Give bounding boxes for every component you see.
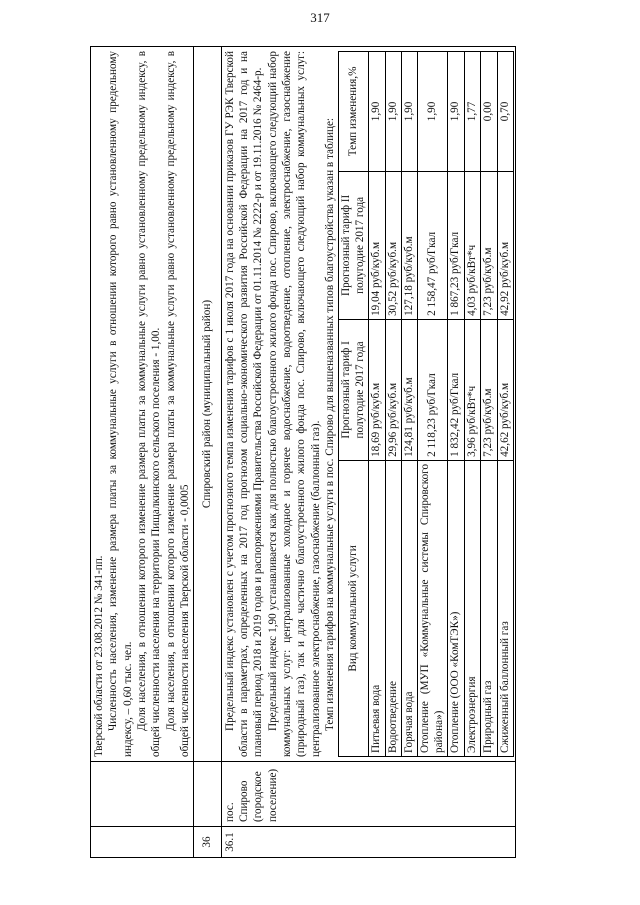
table-row (369, 52, 385, 757)
tariff-h1: 2 118,23 руб/Гкал (418, 319, 448, 460)
place-cell (194, 762, 221, 827)
tariff-h1: 3,96 руб/кВт*ч (464, 319, 480, 460)
table-row-36-1 (221, 47, 515, 858)
service-name: Горячая вода (402, 460, 418, 756)
tariff-change-table (338, 51, 514, 757)
table-row (481, 52, 497, 757)
change-rate: 1,90 (402, 52, 418, 172)
row-number-cell (91, 827, 194, 858)
tariff-h1: 7,23 руб/куб.м (481, 319, 497, 460)
text-paragraph: Численность населения, изменение размера платы за коммунальные услуги в отношении которого равно установленному предельному индексу, – 0,60 тыс. чел. (107, 51, 134, 757)
page-number: 317 (310, 10, 330, 25)
text-paragraph: Доля населения, в отношении которого изменение размера платы за коммунальные услуги равно установленному предельному индексу, в общей численности населения Тверской области - 0,0005 (164, 51, 191, 757)
service-name: Электроэнергия (464, 460, 480, 756)
table-row (402, 52, 418, 757)
tariff-h2: 127,18 руб/куб.м (402, 171, 418, 319)
row-number: 36 (194, 827, 221, 858)
tariff-h1: 29,96 руб/куб.м (385, 319, 401, 460)
tariff-h2: 2 158,47 руб/Гкал (418, 171, 448, 319)
tariff-h1: 42,62 руб/куб.м (497, 319, 513, 460)
change-rate: 0,70 (497, 52, 513, 172)
text-line: Тверской области от 23.08.2012 № 341-пп. (93, 555, 105, 757)
service-name: Отопление (ООО «КомТЭК») (448, 460, 464, 756)
change-rate: 1,90 (418, 52, 448, 172)
table-row (464, 52, 480, 757)
tariff-h1: 124,81 руб/куб.м (402, 319, 418, 460)
table-row (497, 52, 513, 757)
change-rate: 0,00 (481, 52, 497, 172)
column-header: Прогнозный тариф II полугодие 2017 года (339, 171, 369, 319)
table-row-top (91, 47, 194, 858)
column-header: Прогнозный тариф I полугодие 2017 года (339, 319, 369, 460)
table-row (448, 52, 464, 757)
change-rate: 1,90 (448, 52, 464, 172)
tariff-index-table (90, 46, 516, 858)
row-number: 36.1 (221, 827, 515, 858)
change-rate: 1,77 (464, 52, 480, 172)
change-rate: 1,90 (369, 52, 385, 172)
tariff-h2: 30,52 руб/куб.м (385, 171, 401, 319)
district-title: Спировский район (муниципальный район) (194, 47, 221, 762)
tariff-h1: 1 832,42 руб/Гкал (448, 319, 464, 460)
rotated-page-content (90, 46, 602, 858)
text-paragraph: Предельный индекс 1,90 устанавливается как для полностью благоустроенного жилого фонда пос. Спирово, включающего следующий набор коммунальных услуг: централизованные холодное и горячее водоснабжение, водоотведение, отопление, электроснабжение, газоснабжение (природный газ), так и для частично благоустроенного жилого фонда пос. Спирово, включающего следующий набор коммунальных услуг: централизованное электроснабжение, газоснабжение (баллонный газ). (266, 51, 322, 757)
column-header: Темп изменения,% (339, 52, 369, 172)
text-paragraph: Темп изменения тарифов на коммунальные услуги в пос. Спирово для вышеназванных типов благоустройства указан в таблице: (323, 117, 336, 731)
description-cell (91, 47, 194, 762)
tariff-h2: 7,23 руб/куб.м (481, 171, 497, 319)
text-paragraph: Доля населения, в отношении которого изменение размера платы за коммунальные услуги равно установленному предельному индексу, в общей численности населения на территории Пищалкинского сельского поселения - 1,00. (135, 51, 163, 757)
tariff-h2: 4,03 руб/кВт*ч (464, 171, 480, 319)
service-name: Природный газ (481, 460, 497, 756)
tariff-h2: 1 867,23 руб/Гкал (448, 171, 464, 319)
service-name: Питьевая вода (369, 460, 385, 756)
place-name: пос. Спирово (городское поселение) (221, 762, 515, 827)
table-row (385, 52, 401, 757)
column-header: Вид коммунальной услуги (339, 460, 369, 756)
change-rate: 1,90 (385, 52, 401, 172)
place-cell (91, 762, 194, 827)
table-row-36 (194, 47, 221, 858)
tariff-h2: 42,92 руб/куб.м (497, 171, 513, 319)
table-header-row (339, 52, 369, 757)
description-cell (221, 47, 515, 762)
service-name: Отопление (МУП «Коммунальные системы Спировского района») (418, 460, 448, 756)
service-name: Сжиженный баллонный газ (497, 460, 513, 756)
table-row (418, 52, 448, 757)
text-paragraph: Предельный индекс установлен с учетом прогнозного темпа изменения тарифов с 1 июля 2017 года на основании приказов ГУ РЭК Тверской области в параметрах, определенных на 2017 год прогнозом социально-экономического развития Российской Федерации на 2017 год и на плановый период 2018 и 2019 годов и распоряжениями Правительства Российской Федерации от 01.11.2014 № 2222-р и от 19.11.2016 № 2464-р. (223, 51, 265, 757)
tariff-h1: 18,69 руб/куб.м (369, 319, 385, 460)
tariff-h2: 19,04 руб/куб.м (369, 171, 385, 319)
service-name: Водоотведение (385, 460, 401, 756)
